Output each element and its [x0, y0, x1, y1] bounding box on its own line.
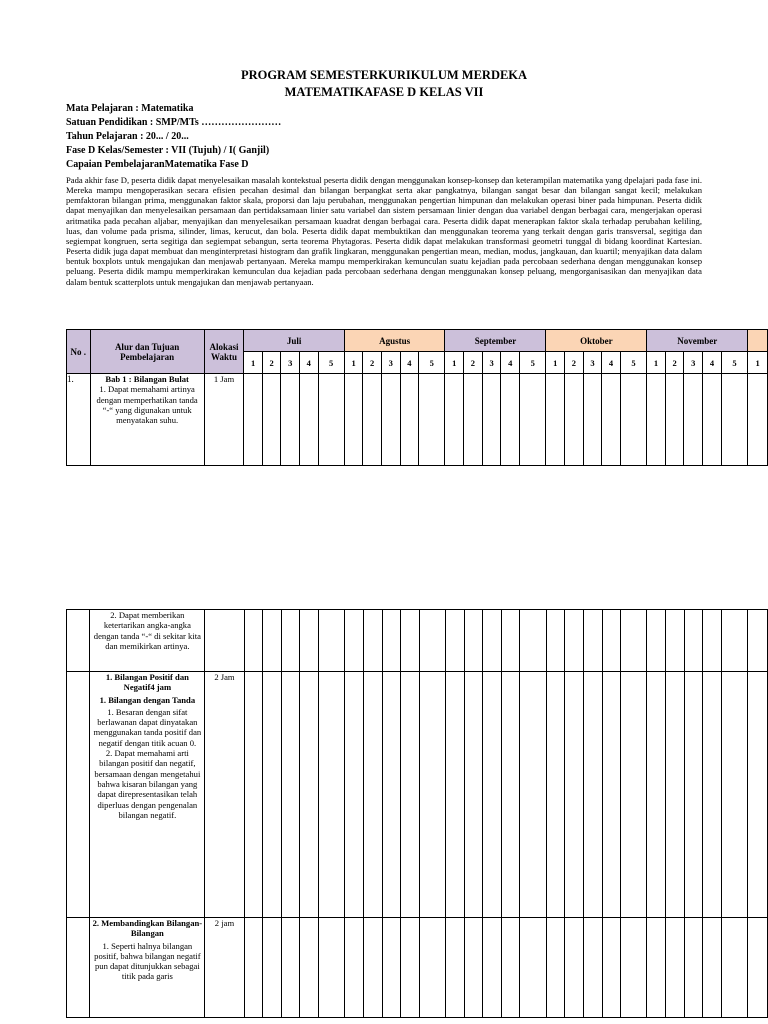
week-number: 2 — [665, 352, 684, 374]
alokasi-cell: 2 jam — [205, 918, 244, 1018]
section-heading: 1. Bilangan Positif dan Negatif4 jam — [105, 672, 189, 693]
meta-tahun: Tahun Pelajaran : 20... / 20... — [66, 131, 189, 142]
week-number: 1 — [344, 352, 363, 374]
week-number: 4 — [602, 352, 621, 374]
table-row — [67, 374, 768, 466]
week-number: 2 — [464, 352, 483, 374]
week-number: 1 — [748, 352, 768, 374]
table-row — [67, 918, 768, 1018]
header-alur: Alur dan Tujuan Pembelajaran — [90, 330, 204, 374]
week-number: 4 — [299, 352, 318, 374]
week-number: 5 — [520, 352, 546, 374]
week-number: 2 — [363, 352, 382, 374]
schedule-table-top — [66, 329, 768, 466]
objective-text: 2. Dapat memahami arti bilangan positif dan negatif, bersamaan dengan mengetahui bahwa kisaran bilangan yang dapat direpresentasikan telah diperluas dengan pengenalan bilangan negatif. — [94, 748, 201, 820]
week-number: 2 — [565, 352, 584, 374]
document-title-line2: MATEMATIKAFASE D KELAS VII — [284, 85, 484, 99]
month-september: September — [445, 330, 546, 352]
table-row — [67, 672, 768, 918]
section-heading: 2. Membandingkan Bilangan-Bilangan — [92, 918, 203, 939]
week-number: 5 — [721, 352, 747, 374]
meta-fase: Fase D Kelas/Semester : VII (Tujuh) / I( Ganjil) — [66, 145, 270, 156]
row-number — [67, 918, 90, 1018]
week-number: 4 — [501, 352, 520, 374]
meta-satuan: Satuan Pendidikan : SMP/MTs …………………… — [66, 117, 282, 128]
week-number: 5 — [620, 352, 646, 374]
week-number: 1 — [445, 352, 464, 374]
month-agustus: Agustus — [344, 330, 445, 352]
alur-cell — [90, 672, 205, 918]
meta-capaian: Capaian PembelajaranMatematika Fase D — [66, 159, 249, 170]
header-no: No . — [67, 330, 91, 374]
row-number — [67, 672, 90, 918]
week-number: 1 — [647, 352, 666, 374]
meta-mapel: Mata Pelajaran : Matematika — [66, 103, 194, 114]
week-number: 3 — [381, 352, 400, 374]
alur-cell — [90, 374, 204, 466]
objective-text: 1. Seperti halnya bilangan positif, bahwa bilangan negatif pun dapat ditunjukkan sebagai titik pada garis — [94, 940, 201, 982]
week-number: 3 — [281, 352, 300, 374]
alur-cell — [90, 610, 205, 672]
objective-text: 1. Besaran dengan sifat berlawanan dapat dinyatakan menggunakan tanda positif dan negatif dengan titik acuan 0. — [93, 706, 202, 748]
week-number: 3 — [482, 352, 501, 374]
week-number: 1 — [244, 352, 263, 374]
header-alokasi: Alokasi Waktu — [204, 330, 244, 374]
document-title-line1: PROGRAM SEMESTERKURIKULUM MERDEKA — [240, 68, 528, 82]
capaian-paragraph: Pada akhir fase D, peserta didik dapat menyelesaikan masalah kontekstual peserta didik dengan menggunakan konsep-konsep dan keterampilan matematika yang dpelajari pada fase ini. Mereka mampu mengoperasikan secara efisien pecahan desimal dan bilangan berpangkat serta akar pangkatnya, bilangan sangat besar dan bilangan sangat kecil; melakukan pemfaktoran bilangan prima, menggunakan faktor skala, proporsi dan laju perubahan, menggunakan pengertian himpunan dan melakukan operasi biner pada himpunan. Peserta didik dapat menyajikan dan menyelesaikan persamaan dan pertidaksamaan linier satu variabel dan sistem persamaan linier dengan dua variabel dengan berbagai cara, mengerjakan operasi aritmatika pada pecahan aljabar, menyajikan dan menyelesaikan persamaan kuadrat dengan berbagai cara. Peserta didik dapat menerapkan faktor skala terhadap perubahan keliling, luas, dan volume pada prisma, silinder, limas, kerucut, dan bola. Peserta didik dapat membuktikan dan menggunakan teorema yang terkait dengan garis transversal, segitiga dan segiempat kongruen, serta segitiga dan segiempat sebangun, serta teorema Phytagoras. Peserta didik dapat melakukan transformasi geometri tunggal di bidang koordinat Kartesian. Peserta didik juga dapat membuat dan menginterpretasi histogram dan grafik lingkaran, menggunakan pengertian mean, median, modus, jangkauan, dan kuartil; menyajikan data dalam bentuk boxplots untuk mengajukan dan menjawab pertanyaan. Mereka mampu memperkirakan kemunculan suatu kejadian pada percobaan sederhana dengan menggunakan konsep peluang. Peserta didik mampu memperkirakan kemunculan dua kejadian pada percobaan sederhana dengan menggunakan konsep peluang, mengorganisasikan dan menyajikan data dalam bentuk scatterplots untuk mengajukan dan menjawab pertanyaan. — [66, 175, 702, 287]
objective-text: 1. Dapat memahami artinya dengan memperhatikan tanda “-“ yang digunakan untuk menyatakan suhu. — [96, 384, 198, 426]
alur-cell — [90, 918, 205, 1018]
week-number: 4 — [703, 352, 722, 374]
chapter-heading: Bab 1 : Bilangan Bulat — [105, 374, 189, 384]
month-next-partial — [748, 330, 768, 352]
schedule-table-bottom — [66, 609, 768, 1018]
week-number: 5 — [318, 352, 344, 374]
week-number: 3 — [583, 352, 602, 374]
objective-text: 2. Dapat memberikan ketertarikan angka-angka dengan tanda “-“ di sekitar kita dan memikirkan artinya. — [93, 610, 201, 651]
alokasi-cell — [205, 610, 244, 672]
week-number: 5 — [419, 352, 445, 374]
row-number: 1. — [67, 374, 91, 466]
week-number: 2 — [262, 352, 281, 374]
row-number — [67, 610, 90, 672]
week-number: 1 — [546, 352, 565, 374]
month-juli: Juli — [244, 330, 344, 352]
table-row — [67, 610, 768, 672]
subsection-heading: 1. Bilangan dengan Tanda — [99, 694, 196, 705]
alokasi-cell: 1 Jam — [204, 374, 244, 466]
alokasi-cell: 2 Jam — [205, 672, 244, 918]
week-number: 3 — [684, 352, 703, 374]
month-oktober: Oktober — [546, 330, 647, 352]
month-november: November — [647, 330, 748, 352]
week-number: 4 — [400, 352, 419, 374]
